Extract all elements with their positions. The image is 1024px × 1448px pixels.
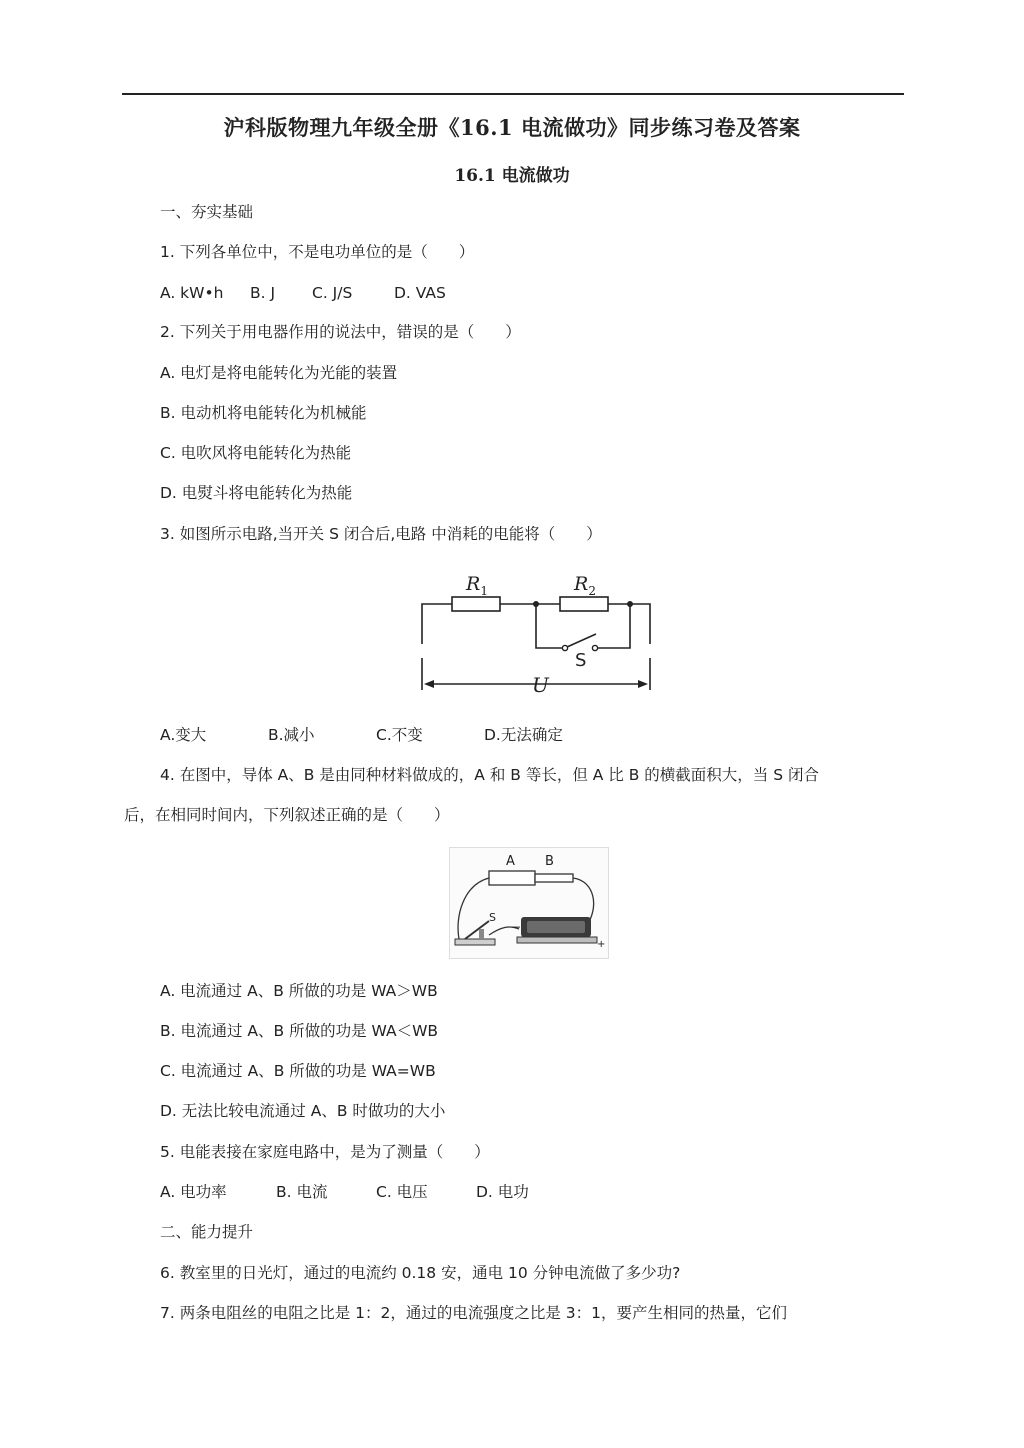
question-7-stem: 7. 两条电阻丝的电阻之比是 1：2，通过的电流强度之比是 3：1，要产生相同的热量，它们 bbox=[160, 1304, 788, 1322]
label-a: A bbox=[506, 854, 515, 869]
switch-contact-right bbox=[592, 645, 597, 650]
question-4-stem-line1: 4. 在图中，导体 A、B 是由同种材料做成的，A 和 B 等长，但 A 比 B 的横截面积大，当 S 闭合 bbox=[160, 766, 819, 784]
arrow-left-head bbox=[424, 680, 434, 688]
label-r1: $R_1$ bbox=[466, 573, 488, 598]
page-title: 沪科版物理九年级全册《16.1 电流做功》同步练习卷及答案 bbox=[223, 115, 801, 140]
label-minus: − bbox=[511, 920, 522, 934]
q3-option-d: D.无法确定 bbox=[484, 726, 563, 744]
label-r2: $R_2$ bbox=[574, 573, 596, 598]
conductor-b bbox=[535, 874, 573, 882]
question-1-options bbox=[160, 282, 446, 304]
question-5-stem: 5. 电能表接在家庭电路中，是为了测量（ ） bbox=[160, 1143, 490, 1161]
circuit-diagram bbox=[412, 562, 662, 698]
q2-option-c: C. 电吹风将电能转化为热能 bbox=[160, 444, 352, 462]
label-b: B bbox=[545, 854, 554, 869]
question-6-stem: 6. 教室里的日光灯，通过的电流约 0.18 安，通电 10 分钟电流做了多少功? bbox=[160, 1264, 681, 1282]
question-5-options bbox=[160, 1181, 529, 1203]
q3-option-a: A.变大 bbox=[160, 726, 207, 744]
q1-option-d: D. VAS bbox=[394, 284, 446, 302]
label-voltage: U bbox=[532, 673, 549, 697]
question-2-stem: 2. 下列关于用电器作用的说法中，错误的是（ ） bbox=[160, 323, 521, 341]
label-switch: S bbox=[575, 650, 587, 671]
q1-option-b: B. J bbox=[250, 284, 276, 302]
question-4-stem-line2: 后，在相同时间内，下列叙述正确的是（ ） bbox=[124, 806, 450, 824]
section-heading-1: 一、夯实基础 bbox=[160, 203, 254, 221]
q5-option-d: D. 电功 bbox=[476, 1183, 529, 1201]
q1-option-a: A. kW•h bbox=[160, 284, 224, 302]
switch-contact-left bbox=[562, 645, 567, 650]
q4-option-b: B. 电流通过 A、B 所做的功是 WA＜WB bbox=[160, 1022, 439, 1040]
q4-option-c: C. 电流通过 A、B 所做的功是 WA=WB bbox=[160, 1062, 436, 1080]
resistor-r1 bbox=[452, 597, 500, 611]
arrow-right-head bbox=[638, 680, 648, 688]
q4-option-d: D. 无法比较电流通过 A、B 时做功的大小 bbox=[160, 1102, 446, 1120]
conductor-a bbox=[489, 871, 535, 885]
wire-right bbox=[608, 604, 650, 644]
q4-option-a: A. 电流通过 A、B 所做的功是 WA＞WB bbox=[160, 982, 438, 1000]
q2-option-d: D. 电熨斗将电能转化为热能 bbox=[160, 484, 353, 502]
q5-option-c: C. 电压 bbox=[376, 1183, 428, 1201]
label-plus: + bbox=[597, 939, 606, 950]
junction-left bbox=[533, 601, 539, 607]
q3-option-c: C.不变 bbox=[376, 726, 423, 744]
section-heading-2: 二、能力提升 bbox=[160, 1223, 254, 1241]
q2-option-a: A. 电灯是将电能转化为光能的装置 bbox=[160, 364, 398, 382]
question-1-stem: 1. 下列各单位中，不是电功单位的是（ ） bbox=[160, 243, 475, 261]
header-rule bbox=[122, 93, 904, 95]
switch-wire-left bbox=[536, 604, 562, 648]
resistor-r2 bbox=[560, 597, 608, 611]
junction-right bbox=[627, 601, 633, 607]
q3-option-b: B.减小 bbox=[268, 726, 315, 744]
q5-option-b: B. 电流 bbox=[276, 1183, 328, 1201]
battery-base bbox=[517, 937, 597, 943]
label-s: S bbox=[489, 911, 496, 924]
q1-option-c: C. J/S bbox=[312, 284, 353, 302]
switch-base bbox=[455, 939, 495, 945]
wire-left bbox=[422, 604, 452, 644]
conductor-circuit-photo bbox=[449, 847, 609, 959]
page-subtitle: 16.1 电流做功 bbox=[454, 166, 570, 186]
q2-option-b: B. 电动机将电能转化为机械能 bbox=[160, 404, 367, 422]
switch-blade bbox=[567, 634, 596, 647]
q5-option-a: A. 电功率 bbox=[160, 1183, 227, 1201]
question-3-options bbox=[160, 724, 563, 746]
question-3-stem: 3. 如图所示电路,当开关 S 闭合后,电路 中消耗的电能将（ ） bbox=[160, 525, 602, 543]
switch-post bbox=[479, 929, 484, 939]
